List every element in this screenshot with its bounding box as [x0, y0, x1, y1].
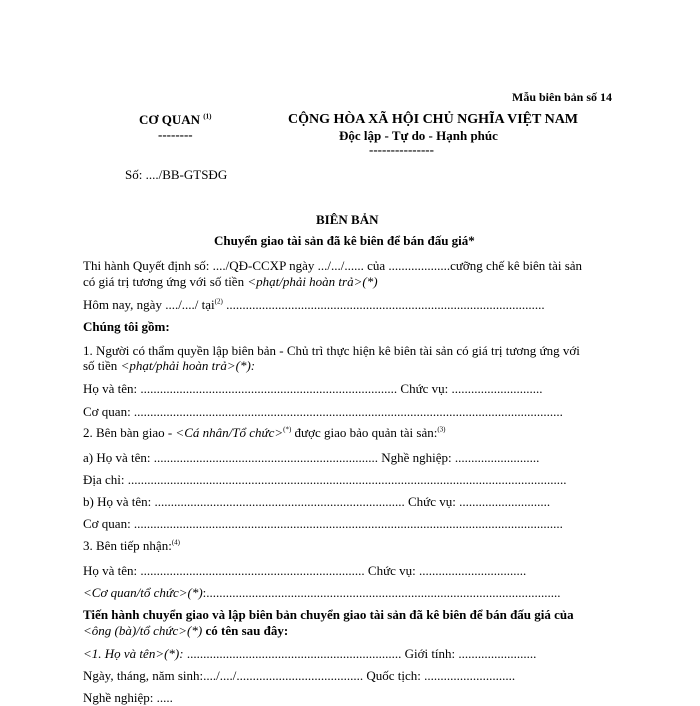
- line-receiver-name: Họ và tên: ..................................................................... Chức vụ: .................................: [83, 563, 527, 578]
- line-authority-b: số tiền <phạt/phải hoàn trả>(*):: [83, 358, 256, 373]
- line-handover-address: Địa chỉ: .......................................................................................................................................: [83, 472, 567, 487]
- motto-divider: ---------------: [369, 142, 434, 157]
- line-receiver-heading: 3. Bên tiếp nhận:$^{(4)}$: [83, 538, 180, 553]
- nation-title: CỘNG HÒA XÃ HỘI CHỦ NGHĨA VIỆT NAM: [288, 112, 579, 127]
- line-authority-agency: Cơ quan: ....................................................................................................................................: [83, 404, 563, 419]
- line-owner-occupation: Nghề nghiệp: .....: [83, 690, 173, 705]
- line-owner-birth: Ngày, tháng, năm sinh:..../..../....................................... Quốc tịch: ............................: [83, 668, 516, 683]
- document-number: Số: ..../BB-GTSĐG: [125, 167, 228, 182]
- line-transfer-owner: <ông (bà)/tổ chức>(*) có tên sau đây:: [83, 623, 289, 638]
- line-handover-b-name: b) Họ và tên: ............................................................................. Chức vụ: ............................: [83, 494, 551, 509]
- agency-divider: --------: [158, 127, 193, 142]
- agency-label: CƠ QUAN $^{(1)}$: [139, 112, 212, 127]
- form-number: Mẫu biên bản số 14: [512, 90, 613, 104]
- participants-heading: Chúng tôi gồm:: [83, 319, 170, 334]
- line-handover-agency: Cơ quan: ....................................................................................................................................: [83, 516, 563, 531]
- line-authority-a: 1. Người có thẩm quyền lập biên bản - Chủ trì thực hiện kê biên tài sản có giá trị tương ứng với: [83, 343, 580, 358]
- document-subtitle: Chuyển giao tài sản đã kê biên để bán đấu giá*: [214, 233, 475, 248]
- motto: Độc lập - Tự do - Hạnh phúc: [339, 128, 498, 143]
- line-authority-name: Họ và tên: ............................................................................... Chức vụ: ............................: [83, 381, 543, 396]
- line-transfer-statement: Tiến hành chuyển giao và lập biên bản chuyển giao tài sản đã kê biên để bán đấu giá của: [83, 607, 574, 622]
- line-receiver-org: <Cơ quan/tổ chức>(*):.............................................................................................................: [83, 585, 561, 600]
- line-date-place: Hôm nay, ngày ..../..../ tại$^{(2)}$ ..................................................................................................: [83, 297, 545, 312]
- line-handover-a-name: a) Họ và tên: ..................................................................... Nghề nghiệp: ..........................: [83, 450, 540, 465]
- line-handover-heading: 2. Bên bàn giao - <Cá nhân/Tổ chức>(*) được giao bảo quản tài sản:$^{(3)}$: [83, 425, 446, 440]
- line-1b: có giá trị tương ứng với số tiền <phạt/phải hoàn trả>(*): [83, 274, 378, 289]
- line-1a: Thi hành Quyết định số: ..../QĐ-CCXP ngày .../.../...... của ...................cưỡng chế kê biên tài sản: [83, 258, 583, 273]
- line-owner-name: <1. Họ và tên>(*): .................................................................. Giới tính: ........................: [83, 646, 537, 661]
- document-title: BIÊN BẢN: [316, 212, 379, 227]
